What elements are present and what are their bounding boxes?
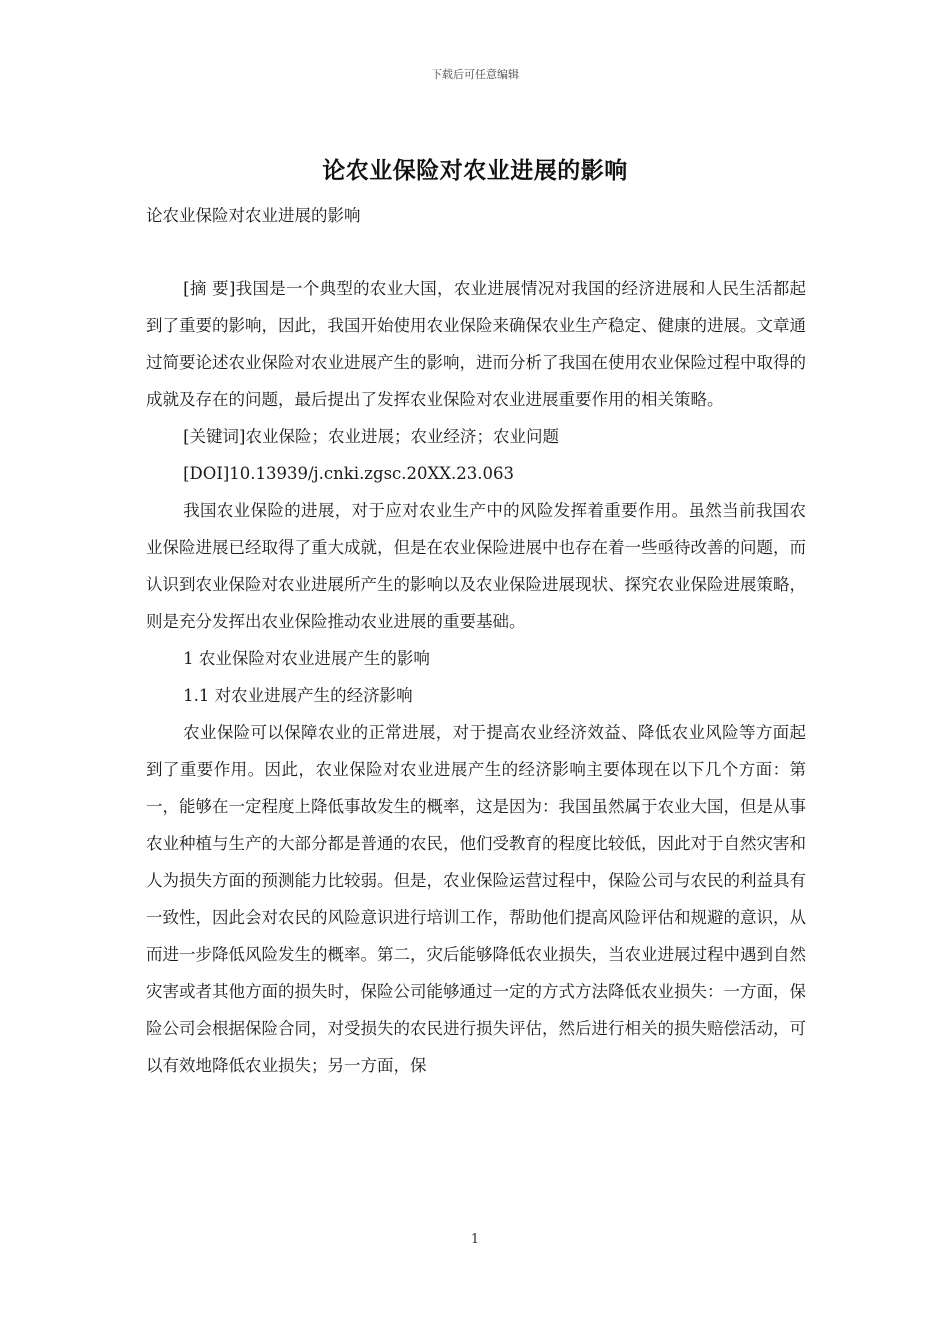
subsection-heading: 1.1 对农业进展产生的经济影响 <box>183 686 413 705</box>
keywords-line: [关键词]农业保险；农业进展；农业经济；农业问题 <box>183 427 559 446</box>
page-number: 1 <box>470 1232 480 1247</box>
header-note: 下载后可任意编辑 <box>431 68 519 81</box>
body-text <box>146 270 806 1084</box>
document-subtitle: 论农业保险对农业进展的影响 <box>146 206 361 225</box>
document-title: 论农业保险对农业进展的影响 <box>322 158 628 184</box>
abstract-paragraph: [摘 要]我国是一个典型的农业大国，农业进展情况对我国的经济进展和人民生活都起到了重要的影响，因此，我国开始使用农业保险来确保农业生产稳定、健康的进展。文章通过简要论述农业保险对农业进展产生的影响，进而分析了我国在使用农业保险过程中取得的成就及存在的问题，最后提出了发挥农业保险对农业进展重要作用的相关策略。 <box>146 279 806 409</box>
intro-paragraph: 我国农业保险的进展，对于应对农业生产中的风险发挥着重要作用。虽然当前我国农业保险进展已经取得了重大成就，但是在农业保险进展中也存在着一些亟待改善的问题，而认识到农业保险对农业进展所产生的影响以及农业保险进展现状、探究农业保险进展策略，则是充分发挥出农业保险推动农业进展的重要基础。 <box>146 501 806 631</box>
doi-line: [DOI]10.13939/j.cnki.zgsc.20XX.23.063 <box>183 464 514 483</box>
body-paragraph: 农业保险可以保障农业的正常进展，对于提高农业经济效益、降低农业风险等方面起到了重要作用。因此，农业保险对农业进展产生的经济影响主要体现在以下几个方面：第一，能够在一定程度上降低事故发生的概率，这是因为：我国虽然属于农业大国，但是从事农业种植与生产的大部分都是普通的农民，他们受教育的程度比较低，因此对于自然灾害和人为损失方面的预测能力比较弱。但是，农业保险运营过程中，保险公司与农民的利益具有一致性，因此会对农民的风险意识进行培训工作，帮助他们提高风险评估和规避的意识，从而进一步降低风险发生的概率。第二，灾后能够降低农业损失，当农业进展过程中遇到自然灾害或者其他方面的损失时，保险公司能够通过一定的方式方法降低农业损失：一方面，保险公司会根据保险合同，对受损失的农民进行损失评估，然后进行相关的损失赔偿活动，可以有效地降低农业损失；另一方面，保 <box>146 723 806 1075</box>
section-heading: 1 农业保险对农业进展产生的影响 <box>183 649 430 668</box>
